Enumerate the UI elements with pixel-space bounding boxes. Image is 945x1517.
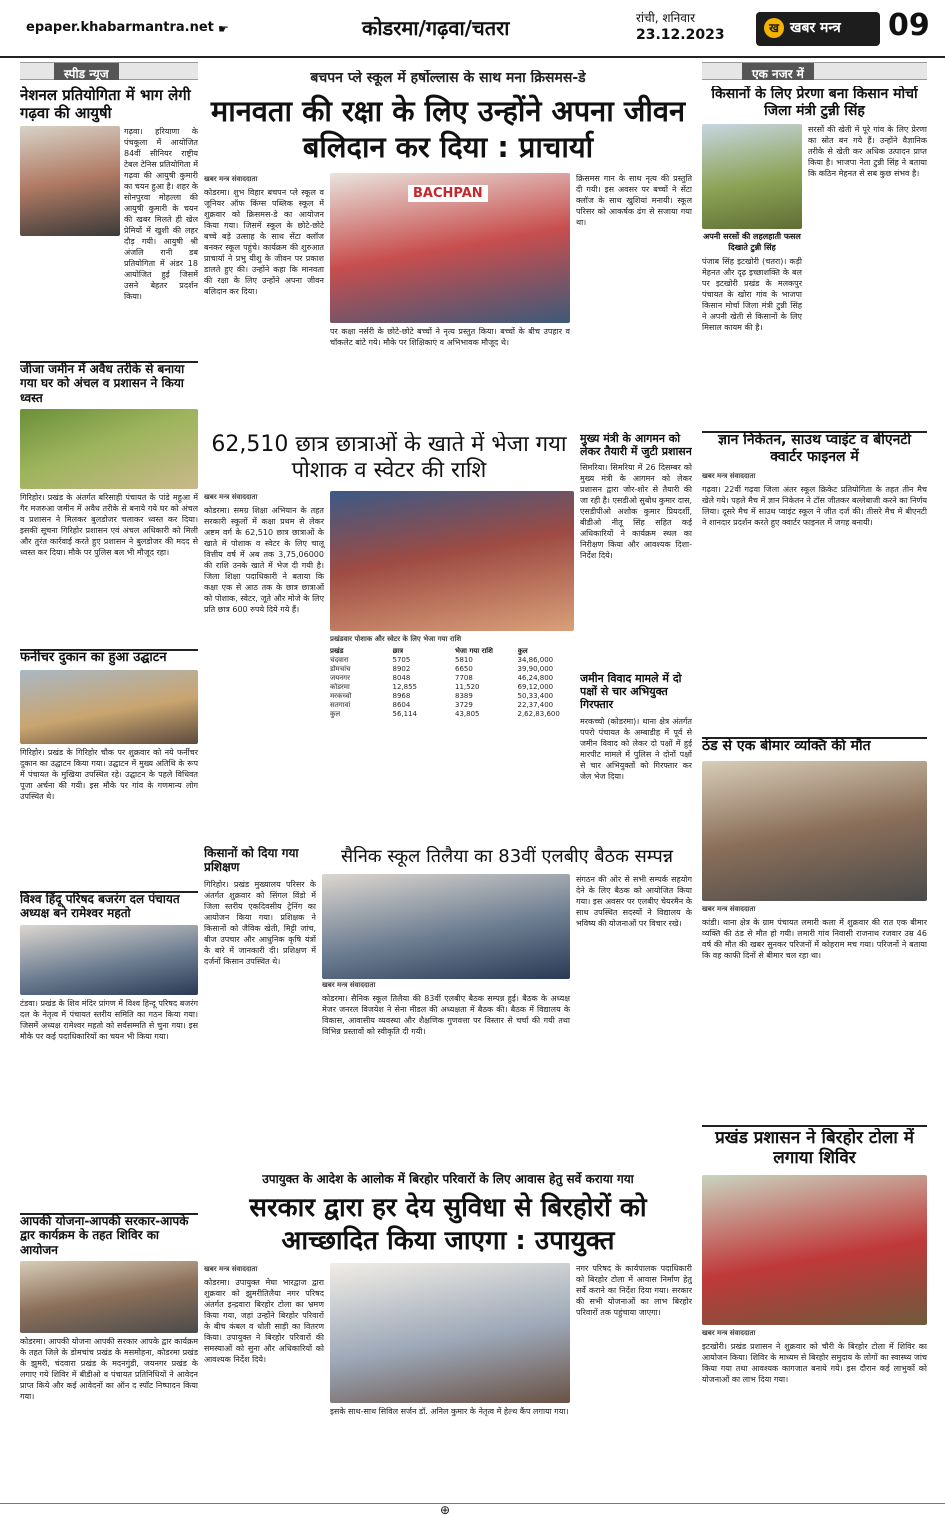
story-body-cont: सरसों की खेती में पूरे गांव के लिए प्रेरणा का स्रोत बन गये हैं। उन्होंने वैज्ञानिक तरीके से खेती कर अधिक उत्पादन प्राप्त किया है। भाजपा नेता टुन्नी सिंह ने बताया कि कठिन मेहनत से सब कुछ संभव है। [808, 124, 927, 178]
brand-name: खबर मन्त्र [790, 20, 841, 36]
story-body-cont: इसके साथ-साथ सिविल सर्जन डॉ. अनिल कुमार के नेतृत्व में हेल्थ कैंप लगाया गया। [330, 1407, 569, 1417]
lead-headline: मानवता की रक्षा के लिए उन्होंने अपना जीवन बलिदान कर दिया : प्राचार्या [210, 93, 686, 165]
speed-news-tag: स्पीड न्यूज [54, 63, 119, 80]
story-body: कांडी। थाना क्षेत्र के ग्राम पंचायत लमारी कला में शुक्रवार की रात एक बीमार व्यक्ति की ठंड से मौत हो गयी। लमारी गांव निवासी राजनाथ रजवार उम्र 46 वर्ष की मौत की खबर सुनकर परिजनों में कोहराम मच गया। परिजनों ने बताया कि वह काफी दिनों से बीमार चल रहा था। [702, 917, 927, 960]
story-body: कोडरमा। शुभ विहार बचपन प्ले स्कूल व जूनियर ऑफ किंग्स पब्लिक स्कूल में शुक्रवार को क्रिसमस-डे का आयोजन किया गया। जिसमें स्कूल के छोटे-छोटे बच्चे बड़े उत्साह के साथ सेंटा क्लॉज बनकर स्कूल पहुंचे। कार्यक्रम की शुरुआत प्राचार्या ने प्रभु यीशु के जीवन पर प्रकाश डालते हुए की। उन्होंने कहा कि मानवता की रक्षा के लिए उन्होंने अपना जीवन बलिदान कर दिया। [204, 188, 324, 297]
story-cricket [702, 432, 927, 732]
table-cell: 7708 [455, 673, 473, 682]
photo-caption: अपनी सरसों की लहलहाती फसल दिखाते टुन्नी सिंह [703, 231, 801, 252]
story-farmer-training [204, 846, 316, 1146]
story-headline: जीजा जमीन में अवैध तरीके से बनाया गया घर को अंचल व प्रशासन ने किया ध्वस्त [20, 362, 185, 405]
story-land-dispute [580, 672, 692, 832]
table-row [330, 692, 574, 701]
story-vhp [20, 892, 198, 1132]
story-headline: ठंड से एक बीमार व्यक्ति की मौत [702, 738, 871, 754]
story-body: कोडरमा। सैनिक स्कूल तिलैया की 83वीं एलबीए बैठक सम्पन्न हुई। बैठक के अध्यक्ष मेजर जनरल विजयेश ने सेना मीडल की अध्यक्षता में बैठक की। बैठक में विद्यालय के विकास, आवासीय व्यवस्था और शैक्षणिक गुणवत्ता पर विस्तार से चर्चा की गयी तथा विभिन्न प्रस्तावों को स्वीकृति दी गयी। [322, 993, 570, 1036]
table-row [330, 710, 574, 719]
left-column [20, 62, 198, 1501]
page-footer [0, 1503, 945, 1517]
table-cell: कोडरमा [330, 682, 350, 691]
table-cell: मरकच्चो [330, 691, 352, 700]
table-cell: 8902 [392, 664, 411, 673]
table-title: प्रखंडवार पोशाक और स्वेटर के लिए भेजा गया राशि [330, 634, 462, 643]
story-headline: प्रखंड प्रशासन ने बिरहोर टोला में लगाया शिविर [715, 1128, 914, 1169]
table-cell: 6650 [455, 664, 473, 673]
story-headline: 62,510 छात्र छात्राओं के खाते में भेजा गया पोशाक व स्वेटर की राशि [211, 432, 567, 484]
table-row [330, 674, 574, 683]
cursor-icon: ☛ [218, 22, 229, 36]
story-headline: मुख्य मंत्री के आगमन को लेकर तैयारी में जुटी प्रशासन [580, 432, 692, 459]
registration-mark-icon: ⊕ [440, 1503, 451, 1517]
byline: खबर मन्त्र संवाददाता [204, 492, 258, 501]
table-cell: 11,520 [455, 682, 480, 691]
middle-column [204, 62, 692, 1501]
site-url[interactable]: epaper.khabarmantra.net [26, 20, 214, 35]
table-cell: सतगावां [330, 700, 351, 709]
farmer-photo [702, 124, 802, 229]
story-body: गिरिहोर। प्रखंड के अंतर्गत बरिसाही पंचायत के पांडे महुआ में गैर मजरुआ जमीन में अवैध तरीके से बनाये गये घर को अंचल व प्रशासन ने मिलकर बुलडोजर चलाकर ध्वस्त कर दिया। इसकी सूचना गिरिहोर प्रशासन एवं अंचल अधिकारी को मिली और तुरंत कार्रवाई करते हुए प्रशासन ने बुलडोजर की मदद से ध्वस्त कर दिया। मौके पर पुलिस बल भी मौजूद रहा। [20, 493, 198, 558]
brand-logo-icon: ख [764, 18, 784, 38]
story-headline: किसानों को दिया गया प्रशिक्षण [204, 846, 299, 875]
story-body-cont: पर कक्षा नर्सरी के छोटे-छोटे बच्चों ने नृत्य प्रस्तुत किया। बच्चों के बीच उपहार व चॉकलेट बांटे गये। मौके पर शिक्षिकाएं व अभिभावक मौजूद थे। [330, 327, 570, 348]
table-cell: 8604 [392, 700, 411, 709]
story-furniture [20, 650, 198, 890]
table-cell: 5705 [392, 655, 411, 664]
story-aayushi [20, 86, 198, 356]
story-headline: जमीन विवाद मामले में दो पक्षों से चार अभियुक्त गिरफ्तार [580, 672, 682, 712]
section-bar [20, 62, 198, 80]
byline: खबर मन्त्र संवाददाता [702, 471, 756, 480]
story-body: मरकच्चो (कोडरमा)। थाना क्षेत्र अंतर्गत पपरो पंचायत के अम्बाडीह में पूर्व से जमीन विवाद को लेकर दो पक्षों में हुई मारपीट मामले में पुलिस ने दोनों पक्षों से चार अभियुक्तों को गिरफ्तार कर जेल भेज दिया। [580, 716, 692, 781]
story-body: सिमरिया। सिमरिया में 26 दिसम्बर को मुख्य मंत्री के आगमन को लेकर प्रशासन द्वारा जोर-शोर से तैयारी की जा रही है। एसडीओ सुबोध कुमार दास, एसडीपीओ अशोक कुमार प्रियदर्शी, बीडीओ नीतू सिंह सहित कई अधिकारियों ने कार्यक्रम स्थल का निरीक्षण किया और आवश्यक दिशा-निर्देश दिये। [580, 463, 692, 561]
table-cell: जयनगर [330, 673, 350, 682]
village-photo [702, 761, 927, 901]
table-row [330, 656, 574, 665]
story-body-cont: नगर परिषद के कार्यपालक पदाधिकारी को बिरहोर टोला में आवास निर्माण हेतु सर्वे कराने का निर्देश दिया गया। सरकार की सभी योजनाओं का लाभ बिरहोर परिवारों तक पहुंचाया जाएगा। [576, 1264, 692, 1318]
table-header-row [330, 647, 574, 656]
news-photo [20, 670, 198, 744]
students-photo [330, 491, 574, 631]
table-row [330, 683, 574, 692]
story-tunni-singh [702, 86, 927, 456]
story-headline: सैनिक स्कूल तिलैया का 83वीं एलबीए बैठक सम्पन्न [340, 846, 674, 867]
table-cell: चंदवारा [330, 655, 349, 664]
table-cell: 3729 [455, 700, 473, 709]
story-cold-death [702, 738, 927, 1128]
story-body: गिरिहोर। प्रखंड के गिरिहोर चौक पर शुक्रवार को नये फर्नीचर दुकान का उद्घाटन किया गया। उद्घाटन में मुख्य अतिथि के रूप में पंचायत के मुखिया उपस्थित रहे। उद्घाटन के पहले विधिवत पूजा अर्चना की गयी। इस मौके पर गांव के गणमान्य लोग उपस्थित थे। [20, 747, 198, 801]
story-body: गढ़वा। 22वीं गढ़वा जिला अंतर स्कूल क्रिकेट प्रतियोगिता के तहत तीन मैच खेले गये। पहले मैच में ज्ञान निकेतन ने टॉस जीतकर बल्लेबाजी करने का निर्णय लिया। दूसरे मैच में साउथ प्वाइंट स्कूल ने जीत दर्ज की। तीसरे मैच में बीएनटी ने शानदार प्रदर्शन करते हुए क्वार्टर फाइनल में जगह बनायी। [702, 484, 927, 527]
table-row [330, 701, 574, 710]
table-cell: 22,37,400 [517, 700, 554, 709]
byline: खबर मन्त्र संवाददाता [204, 1265, 258, 1274]
table-cell: 69,12,000 [517, 682, 554, 691]
table-row [330, 665, 574, 674]
at-a-glance-tag: एक नजर में [742, 63, 814, 80]
story-uniform [204, 432, 574, 842]
table-cell: 34,86,000 [517, 655, 554, 664]
table-cell: 8389 [455, 691, 473, 700]
story-birhor-camp [702, 1128, 927, 1501]
camp-photo [702, 1175, 927, 1325]
table-cell: कुल [330, 709, 341, 718]
story-headline: फर्नीचर दुकान का हुआ उद्घाटन [20, 650, 167, 665]
table-cell: 39,90,000 [517, 664, 554, 673]
table-cell: 43,805 [455, 709, 480, 718]
table-cell: 56,114 [392, 709, 417, 718]
table-cell: छात्र [392, 646, 404, 655]
story-body: कोडरमा। समग्र शिक्षा अभियान के तहत सरकारी स्कूलों में कक्षा प्रथम से लेकर अष्टम वर्ग के 62,510 छात्र छात्राओं के खाते में पोशाक व स्वेटर के लिए चालू वित्तीय वर्ष में अब तक 3,75,06000 की राशि उनके खाते में भेज दी गयी है। जिला शिक्षा पदाधिकारी ने बताया कि कक्षा एक से आठ तक के छात्र छात्राओं को पोशाक, स्वेटर, जूते और मोजे के लिए प्रति छात्र 600 रुपये दिये गये हैं। [204, 505, 324, 614]
table-cell: 46,24,800 [517, 673, 554, 682]
divider [702, 1125, 927, 1127]
story-demolition [20, 362, 198, 602]
story-headline: सरकार द्वारा हर देय सुविधा से बिरहोरों को आच्छादित किया जाएगा : उपायुक्त [249, 1193, 647, 1256]
table-cell: भेजा गया राशि [455, 646, 493, 655]
news-photo [20, 1261, 198, 1333]
story-headline: नेशनल प्रतियोगिता में भाग लेगी गढ़वा की आयुषी [20, 86, 191, 122]
byline: खबर मन्त्र संवाददाता [204, 175, 258, 184]
brand-badge [756, 12, 880, 46]
story-camp [20, 1214, 198, 1501]
table-cell: 8048 [392, 673, 411, 682]
news-photo [20, 126, 120, 236]
story-body-cont: क्रिसमस गान के साथ नृत्य की प्रस्तुति दी गयी। इस अवसर पर बच्चों ने सेंटा क्लॉज के साथ खुशियां मनायी। स्कूल परिसर को आकर्षक ढंग से सजाया गया था। [576, 174, 692, 228]
story-body: पंजाब सिंह इटखोरी (चतरा)। कड़ी मेहनत और दृढ़ इच्छाशक्ति के बल पर इटखोरी प्रखंड के मलकपुर पंचायत के खोरा गांव के भाजपा किसान मोर्चा जिला मंत्री टुन्नी सिंह ने अपनी खेती से किसानों के लिए मिसाल कायम की है। [702, 256, 802, 332]
region-title: कोडरमा/गढ़वा/चतरा [362, 16, 510, 40]
section-bar [702, 62, 927, 80]
page-header [0, 0, 945, 58]
byline: खबर मन्त्र संवाददाता [322, 980, 376, 989]
story-headline: आपकी योजना-आपकी सरकार-आपके द्वार कार्यक्रम के तहत शिविर का आयोजन [20, 1214, 189, 1257]
table-cell: 5810 [455, 655, 473, 664]
story-body: गिरिहोर। प्रखंड मुख्यालय परिसर के अंतर्गत शुक्रवार को सिंगल विंडो में जिला स्तरीय एकदिवसीय ट्रेनिंग का आयोजन किया गया। प्रशिक्षक ने किसानों को जैविक खेती, मिट्टी जांच, बीज उपचार और आधुनिक कृषि यंत्रों के बारे में जानकारी दी। प्रशिक्षण में दर्जनों किसान उपस्थित थे। [204, 879, 316, 966]
news-photo [20, 925, 198, 995]
news-photo [20, 409, 198, 489]
story-birhor [204, 1172, 692, 1501]
dateline [636, 10, 725, 44]
story-body-cont: संगठन की ओर से सभी सम्पर्क सहयोग देने के लिए बैठक को आयोजित किया गया। इस अवसर पर एलबीए चेयरमैन के साथ उपस्थित सदस्यों ने विद्यालय के भविष्य की योजनाओं पर विचार रखे। [576, 874, 692, 928]
story-body: गढ़वा। हरियाणा के पंचकूला में आयोजित 84वीं सीनियर राष्ट्रीय टेबल टेनिस प्रतियोगिता में गढ़वा की आयुषी कुमारी का चयन हुआ है। शहर के सोनपुरवा मोहल्ला की आयुषी कुमारी के चयन की खबर मिलते ही खेल प्रेमियों में खुशी की लहर दौड़ गयी। आयुषी श्री अंजलि रानी डब प्रतियोगिता में अंडर 18 आयोजित हुई जिसमें उसने बेहतर प्रदर्शन किया। [124, 127, 198, 301]
story-headline: विश्व हिंदू परिषद बजरंग दल पंचायत अध्यक्ष बने रामेश्वर महतो [20, 892, 180, 921]
table-cell: 8968 [392, 691, 411, 700]
meeting-photo [322, 874, 570, 979]
table-cell: कुल [517, 646, 528, 655]
byline: खबर मन्त्र संवाददाता [702, 1328, 756, 1337]
page-number: 09 [888, 8, 930, 43]
byline: खबर मन्त्र संवाददाता [702, 904, 756, 913]
amount-table [330, 647, 574, 719]
right-column [702, 62, 927, 1501]
story-body: कोडरमा। उपायुक्त मेघा भारद्वाज द्वारा शुक्रवार को झुमरीतिलैया नगर परिषद अंतर्गत इन्द्रवारा बिरहोर टोला का भ्रमण किया गया, जहां उन्होंने बिरहोर परिवारों के बीच कंबल व धोती साड़ी का वितरण किया। उपायुक्त ने बिरहोर परिवारों की समस्याओं को सुना और अधिकारियों को आवश्यक निर्देश दिये। [204, 1278, 324, 1365]
story-body: इटखोरी। प्रखंड प्रशासन ने शुक्रवार को चौरी के बिरहोर टोला में शिविर का आयोजन किया। शिविर के माध्यम से बिरहोर समुदाय के लोगों का स्वास्थ्य जांच किया गया तथा आवश्यक कागजात बनाये गये। इस दौरान कई लाभुकों को योजनाओं का लाभ दिया गया। [702, 1341, 927, 1384]
table-cell: 12,855 [392, 682, 417, 691]
table-cell: 50,33,400 [517, 691, 554, 700]
christmas-photo [330, 173, 570, 323]
story-body: कोडरमा। आपकी योजना आपकी सरकार आपके द्वार कार्यक्रम के तहत जिले के डोमचांच प्रखंड के मसमोहना, कोडरमा प्रखंड के झुमरी, चंदवारा प्रखंड के मदनगुंडी, जयनगर प्रखंड के लगाए गये शिविर में बीडीओ व पंचायत प्रतिनिधियों ने आवेदन प्राप्त किये और कई आवेदनों का ऑन द स्पॉट निष्पादन किया गया। [20, 1337, 198, 1402]
table-cell: 2,62,83,600 [517, 709, 560, 718]
story-body: टंडवा। प्रखंड के शिव मंदिर प्रांगण में विश्व हिन्दू परिषद बजरंग दल के नेतृत्व में पंचायत स्तरीय समिति का गठन किया गया। जिसमें अध्यक्ष रामेश्वर महतो को सर्वसम्मति से चुना गया। इस मौके पर कई पदाधिकारियों का चयन भी किया गया। [20, 998, 198, 1041]
story-kicker: उपायुक्त के आदेश के आलोक में बिरहोर परिवारों के लिए आवास हेतु सर्वे कराया गया [262, 1172, 634, 1186]
city-day: रांची, शनिवार [636, 11, 695, 25]
story-headline: ज्ञान निकेतन, साउथ प्वाइंट व बीएनटी क्वार्टर फाइनल में [717, 432, 912, 465]
table-cell: डोमचांच [330, 664, 351, 673]
issue-date: 23.12.2023 [636, 27, 725, 43]
table-cell: प्रखंड [330, 646, 344, 655]
school-banner: BACHPAN [408, 185, 488, 202]
story-kicker: बचपन प्ले स्कूल में हर्षोल्लास के साथ मना क्रिसमस-डे [310, 70, 586, 86]
birhor-photo [330, 1263, 570, 1403]
story-sainik-school [322, 846, 692, 1166]
story-headline: किसानों के लिए प्रेरणा बना किसान मोर्चा जिला मंत्री टुन्नी सिंह [711, 86, 918, 119]
